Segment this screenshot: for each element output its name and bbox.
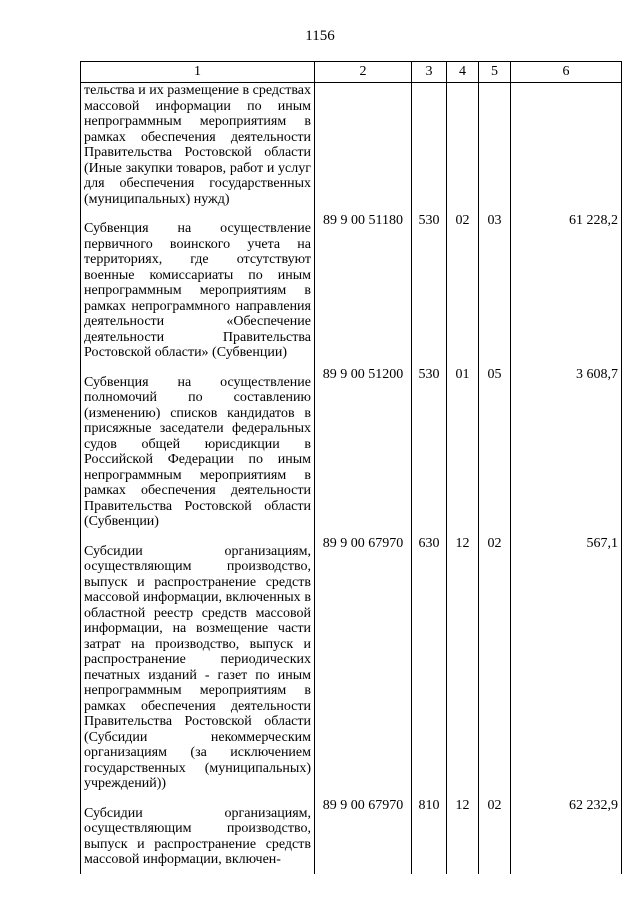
row-vr: 810 xyxy=(412,798,447,874)
column-header-6: 6 xyxy=(511,62,622,83)
row-sum xyxy=(511,83,622,214)
row-description: Субсидии организациям, осуществляющим производство, выпуск и распространение средств массовой информации, включен- xyxy=(81,798,315,874)
table-header-row xyxy=(81,62,622,83)
table-row xyxy=(81,536,622,798)
column-header-3: 3 xyxy=(412,62,447,83)
table-row xyxy=(81,83,622,214)
row-rz xyxy=(447,83,479,214)
row-vr: 630 xyxy=(412,536,447,798)
row-pr: 05 xyxy=(479,367,511,536)
row-code: 89 9 00 67970 xyxy=(315,536,412,798)
column-header-4: 4 xyxy=(447,62,479,83)
row-rz: 01 xyxy=(447,367,479,536)
row-sum: 61 228,2 xyxy=(511,213,622,367)
row-description: Субвенция на осуществление полномочий по составлению (изменению) списков кандидатов в присяжные заседатели федеральных судов общей юрисдикции в Российской Федерации по иным непрограммным мероприятиям в рамках обеспечения деятельности Правительства Ростовской области (Субвенции) xyxy=(81,367,315,536)
row-sum: 567,1 xyxy=(511,536,622,798)
row-vr: 530 xyxy=(412,367,447,536)
row-pr: 02 xyxy=(479,536,511,798)
row-vr xyxy=(412,83,447,214)
row-pr: 02 xyxy=(479,798,511,874)
column-header-5: 5 xyxy=(479,62,511,83)
column-header-2: 2 xyxy=(315,62,412,83)
row-code xyxy=(315,83,412,214)
row-code: 89 9 00 51200 xyxy=(315,367,412,536)
row-rz: 12 xyxy=(447,536,479,798)
row-sum: 62 232,9 xyxy=(511,798,622,874)
table-row xyxy=(81,367,622,536)
row-description: Субвенция на осуществление первичного воинского учета на территориях, где отсутствуют военные комиссариаты по иным непрограммным мероприятиям в рамках непрограммного направления деятельности «Обеспечение деятельности Правительства Ростовской области» (Субвенции) xyxy=(81,213,315,367)
row-vr: 530 xyxy=(412,213,447,367)
row-pr: 03 xyxy=(479,213,511,367)
row-rz: 12 xyxy=(447,798,479,874)
row-rz: 02 xyxy=(447,213,479,367)
row-pr xyxy=(479,83,511,214)
table-row xyxy=(81,213,622,367)
row-code: 89 9 00 67970 xyxy=(315,798,412,874)
row-code: 89 9 00 51180 xyxy=(315,213,412,367)
page-number: 1156 xyxy=(305,28,335,44)
row-description: Субсидии организациям, осуществляющим производство, выпуск и распространение средств массовой информации, включенных в областной реестр средств массовой информации, на возмещение части затрат на производство, выпуск и распространение периодических печатных изданий - газет по иным непрограммным мероприятиям в рамках обеспечения деятельности Правительства Ростовской области (Субсидии некоммерческим организациям (за исключением государственных (муниципальных) учреждений)) xyxy=(81,536,315,798)
row-description: тельства и их размещение в средствах массовой информации по иным непрограммным мероприятиям в рамках обеспечения деятельности Правительства Ростовской области (Иные закупки товаров, работ и услуг для обеспечения государственных (муниципальных) нужд) xyxy=(81,83,315,214)
budget-table xyxy=(80,61,622,874)
column-header-1: 1 xyxy=(81,62,315,83)
row-sum: 3 608,7 xyxy=(511,367,622,536)
table-row xyxy=(81,798,622,874)
